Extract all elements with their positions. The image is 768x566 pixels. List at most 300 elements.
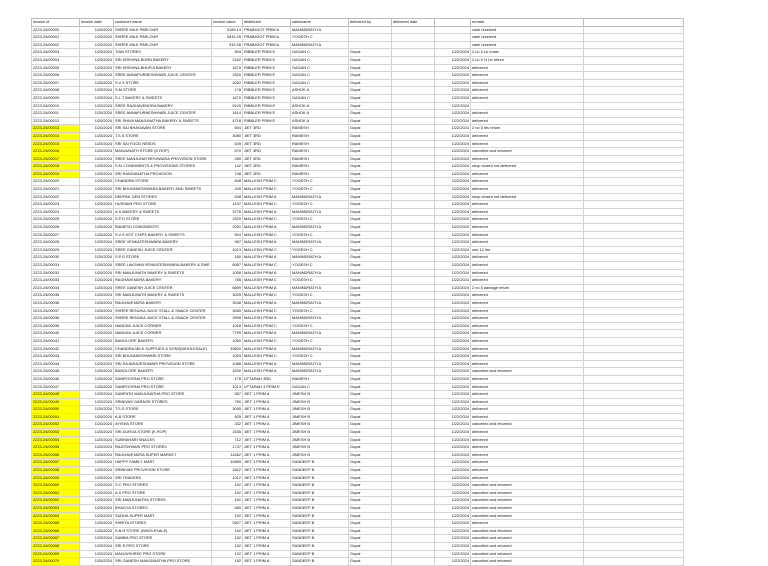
table-cell[interactable]: 1/22/2024 xyxy=(435,345,471,353)
table-cell[interactable]: SRI KRISHNA BHURJI BAKERY xyxy=(114,64,212,72)
table-cell[interactable]: 2223-24/00061 xyxy=(32,489,80,497)
table-cell[interactable]: 1/20/2024 xyxy=(80,505,114,513)
table-cell[interactable] xyxy=(584,315,684,323)
table-cell[interactable] xyxy=(584,117,684,125)
table-cell[interactable]: 2223-24/00046 xyxy=(32,375,80,383)
table-cell[interactable]: 967 xyxy=(212,239,243,247)
table-cell[interactable]: 1/22/2024 xyxy=(435,155,471,163)
table-cell[interactable]: 1/20/2024 xyxy=(80,148,114,156)
table-cell[interactable]: delivered xyxy=(471,170,584,178)
table-cell[interactable] xyxy=(584,337,684,345)
table-cell[interactable] xyxy=(392,170,435,178)
table-cell[interactable]: MALLESH PRIM C xyxy=(243,277,291,285)
table-cell[interactable] xyxy=(349,41,392,49)
table-cell[interactable]: Gopal xyxy=(349,254,392,262)
table-cell[interactable]: cancelled and returned xyxy=(471,527,584,535)
table-cell[interactable]: 1614 xyxy=(212,110,243,118)
table-cell[interactable]: 1/20/2024 xyxy=(80,497,114,505)
table-cell[interactable]: MANINDRATH A xyxy=(291,208,349,216)
table-cell[interactable]: UTTARAH 3 PRIM E xyxy=(243,383,291,391)
table-cell[interactable] xyxy=(584,406,684,414)
table-cell[interactable] xyxy=(392,132,435,140)
table-cell[interactable]: RIBBLER PRIM E xyxy=(243,102,291,110)
table-cell[interactable]: JIET 1 PRIM A xyxy=(243,489,291,497)
table-cell[interactable]: 192 xyxy=(212,558,243,566)
table-cell[interactable]: S.B.R STORE (WHOLESALE) xyxy=(114,527,212,535)
table-cell[interactable] xyxy=(392,421,435,429)
table-cell[interactable] xyxy=(435,26,471,34)
table-cell[interactable]: SREE RAGHAVENDRA BAKERY xyxy=(114,102,212,110)
table-cell[interactable] xyxy=(392,41,435,49)
table-cell[interactable]: RAGHAVENDRA BAKERY xyxy=(114,277,212,285)
table-cell[interactable]: 1018 xyxy=(212,322,243,330)
table-cell[interactable]: delivered xyxy=(471,117,584,125)
table-cell[interactable] xyxy=(584,193,684,201)
table-cell[interactable]: 1/20/2024 xyxy=(80,110,114,118)
table-cell[interactable]: 192 xyxy=(212,542,243,550)
table-cell[interactable]: YOGESH C xyxy=(291,353,349,361)
table-cell[interactable] xyxy=(392,208,435,216)
table-cell[interactable]: Gopal xyxy=(349,474,392,482)
table-cell[interactable]: 2223-24/00031 xyxy=(32,262,80,270)
table-cell[interactable]: 1/20/2024 xyxy=(80,375,114,383)
table-cell[interactable] xyxy=(392,497,435,505)
table-cell[interactable]: delivered xyxy=(471,231,584,239)
table-cell[interactable]: 1/20/2024 xyxy=(80,383,114,391)
table-cell[interactable]: Gopal xyxy=(349,110,392,118)
table-cell[interactable] xyxy=(584,482,684,490)
table-cell[interactable]: MALLESH PRIM A xyxy=(243,208,291,216)
table-cell[interactable]: JIET 3RD xyxy=(243,140,291,148)
table-cell[interactable]: 2223-24/00024 xyxy=(32,208,80,216)
table-cell[interactable]: 1/20/2024 xyxy=(80,193,114,201)
table-cell[interactable]: JIET 1 PRIM A xyxy=(243,459,291,467)
table-cell[interactable]: 2223-24/00022 xyxy=(32,193,80,201)
table-cell[interactable]: 1/22/2024 xyxy=(435,284,471,292)
table-cell[interactable] xyxy=(392,102,435,110)
table-cell[interactable] xyxy=(392,558,435,566)
table-cell[interactable]: 1012 xyxy=(212,474,243,482)
table-cell[interactable]: delivered xyxy=(471,254,584,262)
table-cell[interactable] xyxy=(392,239,435,247)
table-cell[interactable]: 1/22/2024 xyxy=(435,467,471,475)
table-cell[interactable]: SHREE MILK PARLOUR xyxy=(114,26,212,34)
table-cell[interactable]: shop closed not delivered xyxy=(471,163,584,171)
table-cell[interactable]: 1/22/2024 xyxy=(435,87,471,95)
table-cell[interactable] xyxy=(584,535,684,543)
table-cell[interactable]: 2223-24/00038 xyxy=(32,315,80,323)
table-cell[interactable] xyxy=(392,535,435,543)
table-cell[interactable]: Gopal xyxy=(349,558,392,566)
table-cell[interactable] xyxy=(392,482,435,490)
table-cell[interactable]: T.S.S STORE xyxy=(114,132,212,140)
table-cell[interactable]: 1/22/2024 xyxy=(435,193,471,201)
table-cell[interactable]: A.S PRO STORE xyxy=(114,489,212,497)
table-cell[interactable]: SRI DURGA STORE (K ROP) xyxy=(114,429,212,437)
table-cell[interactable] xyxy=(584,87,684,95)
table-cell[interactable]: 1/20/2024 xyxy=(80,224,114,232)
table-cell[interactable]: S.P.G STORE xyxy=(114,216,212,224)
table-cell[interactable]: MANJUNATH STORE (K ROP) xyxy=(114,148,212,156)
table-cell[interactable]: RIBBLER PRIM E xyxy=(243,110,291,118)
table-cell[interactable]: 1529 xyxy=(212,216,243,224)
table-cell[interactable]: 2223-24/00013 xyxy=(32,125,80,133)
table-cell[interactable]: 1/20/2024 xyxy=(80,246,114,254)
table-cell[interactable]: 2223-24/00050 xyxy=(32,406,80,414)
table-cell[interactable]: cancelled and returned xyxy=(471,512,584,520)
table-cell[interactable]: S.P.G STORE xyxy=(114,254,212,262)
table-cell[interactable] xyxy=(392,542,435,550)
table-cell[interactable]: 1/22/2024 xyxy=(435,110,471,118)
table-cell[interactable]: Gopal xyxy=(349,360,392,368)
table-cell[interactable]: delivered xyxy=(471,436,584,444)
table-cell[interactable]: SUDHA SUPER MART xyxy=(114,512,212,520)
table-cell[interactable]: delivered xyxy=(471,269,584,277)
header-cell[interactable]: distributor xyxy=(243,19,291,27)
table-cell[interactable]: 2223-24/00009 xyxy=(32,94,80,102)
table-cell[interactable]: Gopal xyxy=(349,64,392,72)
table-cell[interactable]: JIET 1 PRIM A xyxy=(243,444,291,452)
table-cell[interactable]: 1/20/2024 xyxy=(80,125,114,133)
table-cell[interactable]: 2223-24/00045 xyxy=(32,368,80,376)
table-cell[interactable]: YOGESH C xyxy=(291,262,349,270)
table-cell[interactable]: 1/22/2024 xyxy=(435,56,471,64)
table-cell[interactable] xyxy=(471,102,584,110)
header-cell[interactable]: invoice value xyxy=(212,19,243,27)
table-cell[interactable]: GAGAN C xyxy=(291,79,349,87)
table-cell[interactable]: 2223-24/00035 xyxy=(32,292,80,300)
table-cell[interactable] xyxy=(584,398,684,406)
table-cell[interactable]: 1/20/2024 xyxy=(80,429,114,437)
table-cell[interactable]: 2223-24/00048 xyxy=(32,391,80,399)
table-cell[interactable] xyxy=(584,512,684,520)
table-cell[interactable]: 9120 xyxy=(212,102,243,110)
table-cell[interactable]: 2223-24/00059 xyxy=(32,474,80,482)
table-cell[interactable]: GAGAN C xyxy=(291,383,349,391)
table-cell[interactable]: RAJESHWARI PRO STORES xyxy=(114,444,212,452)
table-cell[interactable]: YOGESH C xyxy=(291,178,349,186)
table-cell[interactable]: Gopal xyxy=(349,216,392,224)
table-cell[interactable]: MALLESH PRIM C xyxy=(243,178,291,186)
table-cell[interactable]: 1/20/2024 xyxy=(80,398,114,406)
table-cell[interactable]: delivered xyxy=(471,345,584,353)
table-cell[interactable]: MANINDRATH A xyxy=(291,254,349,262)
table-cell[interactable] xyxy=(392,163,435,171)
table-cell[interactable]: Gopal xyxy=(349,467,392,475)
table-cell[interactable]: 1/22/2024 xyxy=(435,337,471,345)
table-cell[interactable]: BANGLORE BAKERY xyxy=(114,337,212,345)
table-cell[interactable]: 2223-24/00057 xyxy=(32,459,80,467)
table-cell[interactable]: SAMBA PRO STORE xyxy=(114,535,212,543)
table-cell[interactable] xyxy=(584,421,684,429)
table-cell[interactable]: 1/20/2024 xyxy=(80,512,114,520)
table-cell[interactable]: delivered xyxy=(471,413,584,421)
table-cell[interactable]: 2182 xyxy=(212,56,243,64)
table-cell[interactable]: SREE GANESH JUICE CENTER xyxy=(114,284,212,292)
table-cell[interactable]: SRI SHIVA MANJUNATHA BAKERY & SWEETS xyxy=(114,117,212,125)
table-cell[interactable] xyxy=(584,132,684,140)
table-cell[interactable]: 2223-24/00003 xyxy=(32,49,80,57)
table-cell[interactable]: SANDEEP B xyxy=(291,505,349,513)
table-cell[interactable] xyxy=(392,474,435,482)
table-cell[interactable]: one 12 ltrs xyxy=(471,246,584,254)
table-cell[interactable]: 1/20/2024 xyxy=(80,170,114,178)
table-cell[interactable]: 2223-24/00060 xyxy=(32,482,80,490)
table-cell[interactable]: delivered xyxy=(471,474,584,482)
table-cell[interactable] xyxy=(584,208,684,216)
table-cell[interactable]: PRABHJOT PRIM A xyxy=(243,26,291,34)
table-cell[interactable]: 587 xyxy=(212,391,243,399)
table-cell[interactable]: 2223-24/00039 xyxy=(32,322,80,330)
table-cell[interactable]: 160 xyxy=(212,254,243,262)
table-cell[interactable]: 1/20/2024 xyxy=(80,239,114,247)
table-cell[interactable]: 332 xyxy=(212,421,243,429)
table-cell[interactable]: SHREE RENUKA JUICE STALL & SNACK CENTER xyxy=(114,315,212,323)
table-cell[interactable]: 1/22/2024 xyxy=(435,117,471,125)
table-cell[interactable]: MALLESH PRIM C xyxy=(243,322,291,330)
table-cell[interactable]: MANINDRATH A xyxy=(291,299,349,307)
table-cell[interactable]: 3080 xyxy=(212,132,243,140)
table-cell[interactable]: delivered xyxy=(471,277,584,285)
table-cell[interactable]: MANINDRATH A xyxy=(291,41,349,49)
table-cell[interactable]: SANDEEP B xyxy=(291,542,349,550)
table-cell[interactable]: JIET 1 PRIM A xyxy=(243,413,291,421)
table-cell[interactable] xyxy=(392,193,435,201)
table-cell[interactable]: SRI MANJUNATHA STORES xyxy=(114,497,212,505)
table-cell[interactable] xyxy=(584,292,684,300)
table-cell[interactable] xyxy=(584,246,684,254)
table-cell[interactable]: cancelled and returned xyxy=(471,148,584,156)
table-cell[interactable] xyxy=(584,254,684,262)
table-cell[interactable]: Gopal xyxy=(349,148,392,156)
table-cell[interactable]: JIET 3RD xyxy=(243,132,291,140)
table-cell[interactable]: 1/20/2024 xyxy=(80,558,114,566)
table-cell[interactable]: 2627 xyxy=(212,520,243,528)
table-cell[interactable] xyxy=(392,34,435,42)
header-cell[interactable]: delivered date xyxy=(392,19,435,27)
table-cell[interactable]: GAGAN C xyxy=(291,56,349,64)
table-cell[interactable]: RAMESH xyxy=(291,148,349,156)
table-cell[interactable]: SHRIYA STORES xyxy=(114,520,212,528)
table-cell[interactable]: 1/20/2024 xyxy=(80,208,114,216)
table-cell[interactable]: JIET 1 PRIM A xyxy=(243,398,291,406)
table-cell[interactable]: MALLESH PRIM A xyxy=(243,368,291,376)
table-cell[interactable]: SRI TRADERS xyxy=(114,474,212,482)
table-cell[interactable]: 1/20/2024 xyxy=(80,155,114,163)
table-cell[interactable]: delivered xyxy=(471,330,584,338)
table-cell[interactable]: 1/22/2024 xyxy=(435,269,471,277)
table-cell[interactable]: 1/22/2024 xyxy=(435,451,471,459)
table-cell[interactable]: 2223-24/00051 xyxy=(32,413,80,421)
table-cell[interactable]: SAMPOORNA PRO STORE xyxy=(114,383,212,391)
table-cell[interactable]: 1/20/2024 xyxy=(80,178,114,186)
table-cell[interactable]: 2223-24/00070 xyxy=(32,558,80,566)
table-cell[interactable]: MALLESH PRIM A xyxy=(243,299,291,307)
table-cell[interactable]: delivered xyxy=(471,208,584,216)
table-cell[interactable]: 1/22/2024 xyxy=(435,497,471,505)
table-cell[interactable] xyxy=(392,216,435,224)
table-cell[interactable]: Gopal xyxy=(349,72,392,80)
table-cell[interactable]: 639 xyxy=(212,140,243,148)
table-cell[interactable]: SHREE MILK PARLOUR xyxy=(114,41,212,49)
table-cell[interactable]: MALLESH PRIM C xyxy=(243,353,291,361)
table-cell[interactable]: 3159.14 xyxy=(212,26,243,34)
table-cell[interactable]: 1/22/2024 xyxy=(435,512,471,520)
table-cell[interactable]: MALLESH PRIM A xyxy=(243,315,291,323)
table-cell[interactable]: S.L.T BAKERY & SWEETS xyxy=(114,94,212,102)
table-cell[interactable]: MALLESH PRIM C xyxy=(243,262,291,270)
table-cell[interactable]: 2223-24/00044 xyxy=(32,360,80,368)
table-cell[interactable]: delivered xyxy=(471,398,584,406)
table-cell[interactable]: 1/22/2024 xyxy=(435,505,471,513)
table-cell[interactable]: cancelled and returned xyxy=(471,368,584,376)
table-cell[interactable]: delivered xyxy=(471,391,584,399)
table-cell[interactable]: delivered xyxy=(471,451,584,459)
table-cell[interactable]: 1/20/2024 xyxy=(80,451,114,459)
table-cell[interactable]: Gopal xyxy=(349,178,392,186)
table-cell[interactable] xyxy=(392,79,435,87)
table-cell[interactable]: Gopal xyxy=(349,444,392,452)
table-cell[interactable]: 608 xyxy=(212,178,243,186)
table-cell[interactable] xyxy=(392,186,435,194)
table-cell[interactable]: RIBBLER PRIM E xyxy=(243,56,291,64)
table-cell[interactable]: delivered xyxy=(471,155,584,163)
table-cell[interactable]: JIET 1 PRIM A xyxy=(243,482,291,490)
table-cell[interactable] xyxy=(392,345,435,353)
table-cell[interactable]: Gopal xyxy=(349,550,392,558)
table-cell[interactable]: 3025 xyxy=(212,292,243,300)
table-cell[interactable]: JIET 3RD xyxy=(243,125,291,133)
table-cell[interactable] xyxy=(392,489,435,497)
table-cell[interactable]: Gopal xyxy=(349,315,392,323)
table-cell[interactable]: 1/22/2024 xyxy=(435,277,471,285)
table-cell[interactable] xyxy=(392,49,435,57)
table-cell[interactable]: 712 xyxy=(212,436,243,444)
table-cell[interactable]: 2223-24/00041 xyxy=(32,337,80,345)
table-cell[interactable]: delivered xyxy=(471,132,584,140)
table-cell[interactable]: 1/22/2024 xyxy=(435,163,471,171)
table-cell[interactable]: 1/22/2024 xyxy=(435,375,471,383)
table-cell[interactable]: 4716 xyxy=(212,117,243,125)
table-cell[interactable] xyxy=(584,178,684,186)
table-cell[interactable]: SANDEEP B xyxy=(291,474,349,482)
table-cell[interactable]: 192 xyxy=(212,489,243,497)
table-cell[interactable]: 1530 xyxy=(212,368,243,376)
table-cell[interactable]: 1/20/2024 xyxy=(80,26,114,34)
table-cell[interactable]: 1/22/2024 xyxy=(435,201,471,209)
table-cell[interactable]: 1/22/2024 xyxy=(435,254,471,262)
table-cell[interactable] xyxy=(584,413,684,421)
table-cell[interactable] xyxy=(392,360,435,368)
table-cell[interactable]: ASHOK A xyxy=(291,110,349,118)
table-cell[interactable]: 2223-24/00066 xyxy=(32,527,80,535)
table-cell[interactable]: SRI SAI BHAGAVAN STORE xyxy=(114,125,212,133)
table-cell[interactable] xyxy=(584,269,684,277)
table-cell[interactable]: 1/22/2024 xyxy=(435,208,471,216)
table-cell[interactable]: 1/20/2024 xyxy=(80,216,114,224)
table-cell[interactable]: 1/22/2024 xyxy=(435,474,471,482)
table-cell[interactable]: ASHOK A xyxy=(291,87,349,95)
table-cell[interactable]: 825 xyxy=(212,413,243,421)
table-cell[interactable] xyxy=(584,558,684,566)
table-cell[interactable] xyxy=(584,41,684,49)
table-cell[interactable]: MALLESH PRIM A xyxy=(243,239,291,247)
table-cell[interactable]: shop closed not delivered xyxy=(471,193,584,201)
table-cell[interactable]: delivered xyxy=(471,87,584,95)
table-cell[interactable]: 1/20/2024 xyxy=(80,474,114,482)
table-cell[interactable] xyxy=(349,26,392,34)
table-cell[interactable]: delivered xyxy=(471,360,584,368)
table-cell[interactable]: 2223-24/00004 xyxy=(32,56,80,64)
table-cell[interactable]: 3046 xyxy=(212,299,243,307)
table-cell[interactable] xyxy=(584,505,684,513)
table-cell[interactable] xyxy=(584,49,684,57)
table-cell[interactable]: Gopal xyxy=(349,413,392,421)
table-cell[interactable]: Gopal xyxy=(349,186,392,194)
table-cell[interactable]: 2223-24/00049 xyxy=(32,398,80,406)
table-cell[interactable]: RIBBLER PRIM E xyxy=(243,64,291,72)
table-cell[interactable]: 1/20/2024 xyxy=(80,527,114,535)
table-cell[interactable]: Gopal xyxy=(349,451,392,459)
table-cell[interactable]: 1/22/2024 xyxy=(435,520,471,528)
table-cell[interactable]: 1/22/2024 xyxy=(435,482,471,490)
table-cell[interactable] xyxy=(584,186,684,194)
table-cell[interactable]: Gopal xyxy=(349,353,392,361)
table-cell[interactable]: Gopal xyxy=(349,299,392,307)
table-cell[interactable]: 2223-24/00010 xyxy=(32,102,80,110)
table-cell[interactable]: 1/20/2024 xyxy=(80,482,114,490)
table-cell[interactable]: 2223-24/00005 xyxy=(32,64,80,72)
table-cell[interactable] xyxy=(584,345,684,353)
table-cell[interactable]: 1/22/2024 xyxy=(435,535,471,543)
table-cell[interactable]: 435 xyxy=(212,186,243,194)
table-cell[interactable]: 1/22/2024 xyxy=(435,299,471,307)
table-cell[interactable]: MALLESH PRIM A xyxy=(243,193,291,201)
table-cell[interactable]: 2 no 5 damage return xyxy=(471,284,584,292)
table-cell[interactable] xyxy=(584,216,684,224)
table-cell[interactable]: JIET 1 PRIM A xyxy=(243,429,291,437)
table-cell[interactable]: 1/22/2024 xyxy=(435,292,471,300)
table-cell[interactable] xyxy=(584,26,684,34)
table-cell[interactable] xyxy=(392,330,435,338)
table-cell[interactable] xyxy=(584,429,684,437)
table-cell[interactable]: YOGESH C xyxy=(291,337,349,345)
table-cell[interactable]: 2223-24/00015 xyxy=(32,140,80,148)
table-cell[interactable]: 1/22/2024 xyxy=(435,353,471,361)
table-cell[interactable]: 1/22/2024 xyxy=(435,459,471,467)
table-cell[interactable]: 1/20/2024 xyxy=(80,413,114,421)
table-cell[interactable]: MANINDRATH A xyxy=(291,315,349,323)
table-cell[interactable]: 1737 xyxy=(212,444,243,452)
table-cell[interactable]: delivered xyxy=(471,299,584,307)
table-cell[interactable]: CHANDRA MILK SUPPLIES & SONS(WHOLESALE) xyxy=(114,345,212,353)
table-cell[interactable] xyxy=(392,512,435,520)
table-cell[interactable] xyxy=(392,413,435,421)
table-cell[interactable] xyxy=(392,322,435,330)
table-cell[interactable]: 2223-24/00034 xyxy=(32,284,80,292)
table-cell[interactable]: NANDINI JUICE CORNER xyxy=(114,330,212,338)
table-cell[interactable]: RAGHAVENDRA BAKERY xyxy=(114,299,212,307)
table-cell[interactable]: 1/22/2024 xyxy=(435,125,471,133)
table-cell[interactable]: SREE GANESH JUICE CENTER xyxy=(114,246,212,254)
table-cell[interactable]: YOGESH C xyxy=(291,34,349,42)
table-cell[interactable]: 1088 xyxy=(212,360,243,368)
table-cell[interactable]: 504 xyxy=(212,49,243,57)
table-cell[interactable]: Gopal xyxy=(349,56,392,64)
table-cell[interactable]: Gopal xyxy=(349,535,392,543)
table-cell[interactable] xyxy=(392,56,435,64)
table-cell[interactable]: 2223-24/00032 xyxy=(32,269,80,277)
